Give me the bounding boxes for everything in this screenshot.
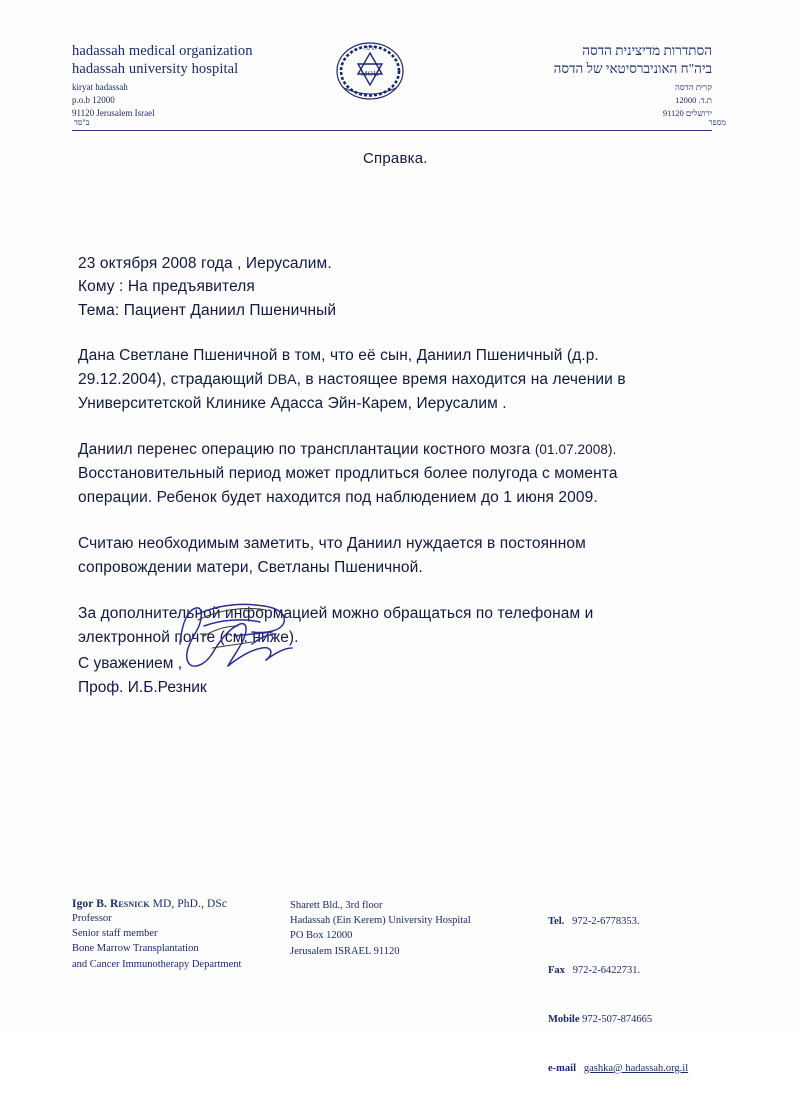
org-address-en bbox=[72, 81, 322, 120]
paragraph-3-part-a: Считаю необходимым заметить, что Даниил нуждается в постоянном bbox=[78, 534, 586, 552]
footer-email-row bbox=[527, 1044, 717, 1093]
footer-mobile-value: 972-507-874665 bbox=[582, 1013, 653, 1025]
paragraph-3-part-b: сопровождении матери, Светланы Пшеничной. bbox=[78, 558, 423, 576]
paragraph-1-part-d: Университетской Клинике Адасса Эйн-Карем, Иерусалим . bbox=[78, 394, 507, 412]
svg-text:MOH: MOH bbox=[361, 70, 379, 78]
org-address-he-line2: ת.ד. 12000 bbox=[675, 95, 712, 106]
date-city-line: 23 октября 2008 года , Иерусалим. bbox=[78, 255, 332, 272]
footer-tel-row bbox=[527, 898, 717, 947]
addressee-line: Кому : На предъявителя bbox=[78, 278, 255, 296]
hebrew-corner-marking: מספר bbox=[708, 118, 726, 127]
footer-fax-value: 972-2-6422731. bbox=[572, 965, 641, 977]
footer-title-2: Senior staff member bbox=[72, 928, 158, 940]
footer-address-1: Sharett Bld., 3rd floor bbox=[290, 900, 383, 911]
footer-contact-column bbox=[527, 898, 717, 1093]
footer-address-4: Jerusalem ISRAEL 91120 bbox=[290, 945, 400, 957]
footer-name-degrees: MD, PhD., DSc bbox=[149, 898, 228, 910]
footer-address-3: PO Box 12000 bbox=[290, 930, 353, 942]
footer-email-value[interactable]: gashka@ hadassah.org.il bbox=[583, 1062, 689, 1074]
footer-address-column bbox=[290, 898, 510, 959]
org-name-he-line2: ביה"ח האוניברסיטאי של הדסה bbox=[553, 61, 712, 77]
footer-mobile-label: Mobile bbox=[548, 1013, 580, 1025]
footer-tel-value: 972-2-6778353. bbox=[572, 916, 640, 928]
footer-email-label: e-mail bbox=[548, 1062, 576, 1074]
paragraph-3 bbox=[78, 532, 698, 580]
diagnosis-abbreviation: DBA bbox=[267, 370, 297, 387]
paragraph-4-part-a: За дополнительной информацией можно обращаться по телефонам и bbox=[78, 604, 594, 622]
org-name-line2: hadassah university hospital bbox=[72, 61, 239, 78]
org-address-en-line2: p.o.b 12000 bbox=[72, 95, 115, 106]
org-name-he-line1: הסתדרות מדיצינית הדסה bbox=[582, 43, 712, 58]
footer-title-3: Bone Marrow Transplantation bbox=[72, 943, 199, 955]
letterhead-english-block bbox=[72, 42, 322, 120]
footer-tel-label: Tel. bbox=[548, 916, 565, 928]
letterhead-divider bbox=[72, 130, 712, 131]
letterhead-hebrew-block bbox=[482, 42, 712, 120]
paragraph-4 bbox=[78, 602, 698, 650]
footer-mobile-row bbox=[527, 996, 717, 1045]
paragraph-1-part-a: Дана Светлане Пшеничной в том, что её сын, Даниил Пшеничный (д.р. bbox=[78, 346, 599, 364]
org-address-en-line3: 91120 Jerusalem Israel bbox=[72, 108, 155, 119]
footer-signatory-name bbox=[72, 898, 282, 910]
closing-line-1: С уважением , bbox=[78, 655, 183, 672]
footer-fax-row bbox=[527, 947, 717, 996]
transplant-date: (01.07.2008). bbox=[534, 441, 617, 457]
org-address-he bbox=[482, 81, 712, 119]
closing-block bbox=[78, 652, 207, 700]
footer-address-2: Hadassah (Ein Kerem) University Hospital bbox=[290, 915, 471, 927]
footer-title-1: Professor bbox=[72, 913, 112, 924]
paragraph-4-part-b: электронной почте (см. ниже). bbox=[78, 628, 299, 646]
paragraph-1-part-b: 29.12.2004), страдающий bbox=[78, 370, 268, 388]
paragraph-2-part-b: Восстановительный период может продлиться более полугода с момента bbox=[78, 464, 618, 482]
paragraph-2 bbox=[78, 438, 698, 510]
bsd-marking: ב"סד bbox=[74, 118, 90, 127]
paragraph-1 bbox=[78, 344, 698, 416]
org-address-he-line1: קרית הדסה bbox=[675, 82, 712, 93]
footer-fax-label: Fax bbox=[548, 965, 565, 977]
paragraph-1-part-c: , в настоящее время находится на лечении в bbox=[296, 370, 626, 388]
org-address-he-line3: ירושלים 91120 bbox=[662, 107, 712, 118]
org-address-en-line1: kiryat hadassah bbox=[72, 82, 128, 93]
closing-line-2: Проф. И.Б.Резник bbox=[78, 679, 207, 697]
footer-title-4: and Cancer Immunotherapy Department bbox=[72, 958, 242, 970]
subject-line: Тема: Пациент Даниил Пшеничный bbox=[78, 301, 337, 319]
footer-signatory-column bbox=[72, 898, 282, 972]
document-title: Справка. bbox=[363, 150, 428, 167]
hadassah-emblem-icon bbox=[332, 40, 408, 102]
paragraph-2-part-a: Даниил перенес операцию по трансплантации костного мозга bbox=[78, 440, 535, 458]
org-name-line1: hadassah medical organization bbox=[72, 43, 253, 59]
document-body bbox=[78, 252, 698, 650]
footer bbox=[72, 898, 712, 1074]
footer-name-first: Igor B. bbox=[72, 898, 110, 910]
footer-name-last: Resnick bbox=[109, 898, 150, 910]
svg-text:הדסה: הדסה bbox=[363, 46, 377, 52]
paragraph-2-part-c: операции. Ребенок будет находится под наблюдением до 1 июня 2009. bbox=[78, 488, 598, 506]
